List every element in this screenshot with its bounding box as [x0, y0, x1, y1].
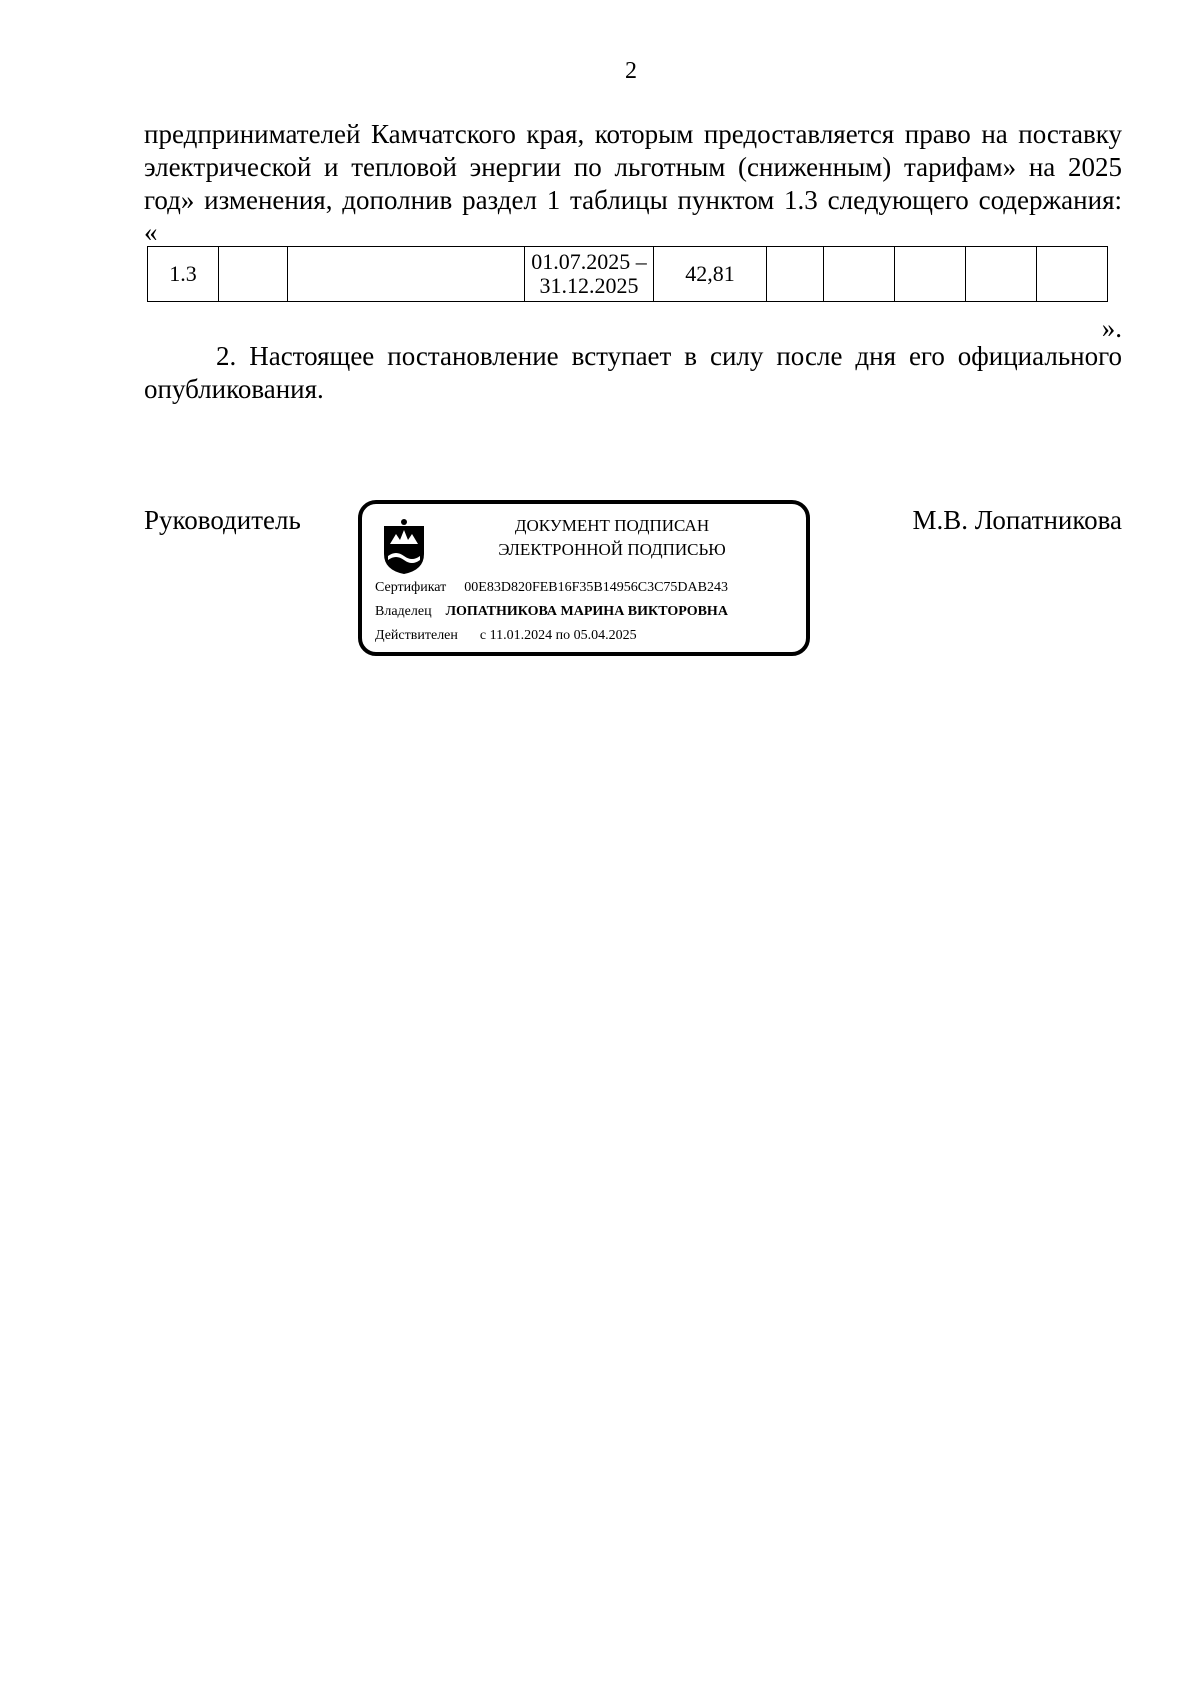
- table-row: [148, 247, 1108, 302]
- table-cell: [824, 247, 895, 302]
- table-cell: [767, 247, 824, 302]
- table-cell-period: 01.07.2025 – 31.12.2025: [525, 247, 654, 302]
- signatory-title: Руководитель: [144, 505, 301, 535]
- validity-value: с 11.01.2024 по 05.04.2025: [479, 628, 637, 643]
- paragraph-amendment-text: предпринимателей Камчатского края, которым предоставляется право на поставку электрической и тепловой энергии по льготным (сниженным) тарифам» на 2025 год» изменения, дополнив раздел 1 таблицы пунктом 1.3 следующего содержания:: [144, 119, 1122, 215]
- stamp-owner: [375, 604, 728, 620]
- validity-label: Действителен: [375, 628, 458, 643]
- electronic-signature-stamp: [358, 500, 810, 656]
- signatory-name: М.В. Лопатникова: [912, 505, 1122, 535]
- owner-value: ЛОПАТНИКОВА МАРИНА ВИКТОРОВНА: [445, 604, 728, 619]
- certificate-value: 00E83D820FEB16F35B14956C3C75DAB243: [464, 580, 728, 595]
- stamp-heading: [422, 514, 802, 562]
- page-number: 2: [625, 58, 637, 84]
- quote-open: «: [144, 217, 158, 247]
- table-cell-tariff: 42,81: [654, 247, 767, 302]
- table-cell: [219, 247, 288, 302]
- paragraph-effective-date: 2. Настоящее постановление вступает в силу после дня его официального опубликования.: [144, 341, 1122, 404]
- kamchatka-emblem-icon: [380, 516, 428, 576]
- amendment-table: [147, 246, 1108, 302]
- stamp-validity: [375, 628, 637, 644]
- certificate-label: Сертификат: [375, 580, 447, 595]
- stamp-certificate: [375, 580, 728, 596]
- stamp-heading-line: ДОКУМЕНТ ПОДПИСАН: [514, 516, 710, 535]
- quote-close: ».: [1101, 313, 1122, 343]
- stamp-heading-line: ЭЛЕКТРОННОЙ ПОДПИСЬЮ: [498, 540, 726, 559]
- table-cell: [1037, 247, 1108, 302]
- table-cell: [895, 247, 966, 302]
- table-cell: [288, 247, 525, 302]
- table-cell-number: 1.3: [148, 247, 219, 302]
- owner-label: Владелец: [375, 604, 432, 619]
- table-cell: [966, 247, 1037, 302]
